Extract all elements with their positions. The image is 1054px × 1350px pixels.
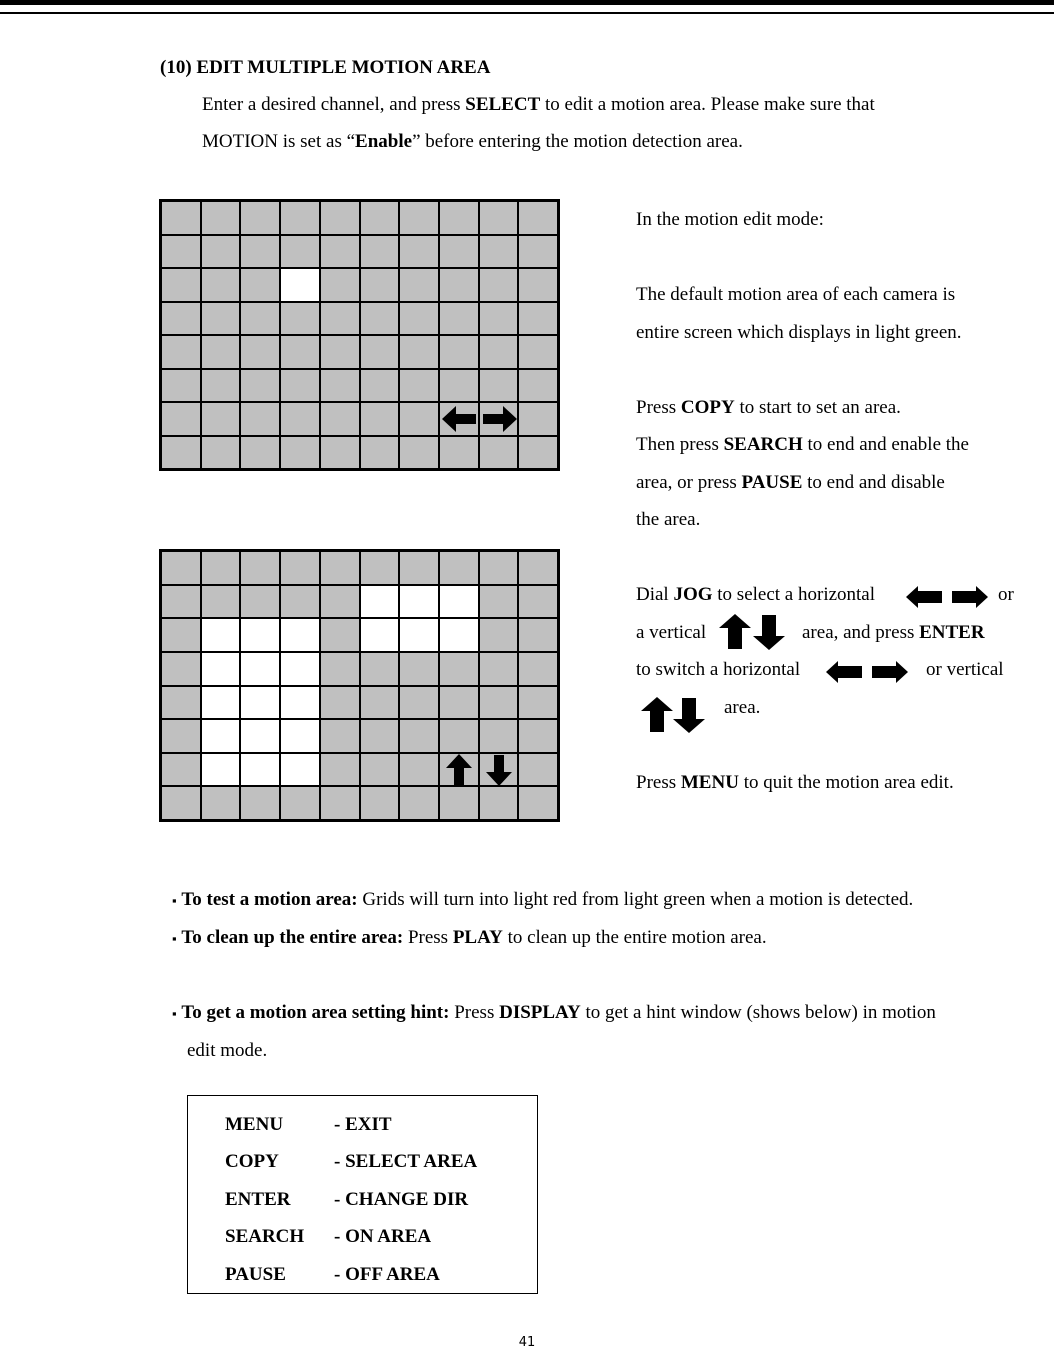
grid-cell <box>321 336 359 368</box>
grid-cell <box>162 787 200 819</box>
grid-cell <box>519 236 557 268</box>
grid-cell <box>321 586 359 618</box>
grid-cell <box>202 269 240 301</box>
grid-cell <box>519 687 557 719</box>
grid-cell <box>519 269 557 301</box>
hint-key: COPY <box>225 1151 279 1172</box>
grid-cell <box>519 303 557 335</box>
grid-cell <box>321 202 359 234</box>
grid-cell <box>361 552 399 584</box>
grid-cell-selected <box>202 653 240 685</box>
hint-key: PAUSE <box>225 1264 286 1285</box>
grid-cell-selected <box>281 754 319 786</box>
grid-cell <box>400 437 438 469</box>
grid-cell <box>480 303 518 335</box>
left-arrow-icon <box>442 404 478 434</box>
grid-cell <box>321 236 359 268</box>
grid-cell <box>281 437 319 469</box>
grid-cell-selected <box>400 586 438 618</box>
up-arrow-icon <box>718 614 752 650</box>
grid-cell <box>440 720 478 752</box>
grid-cell <box>241 370 279 402</box>
grid-cell <box>162 754 200 786</box>
grid-cell <box>162 687 200 719</box>
right-arrow-icon <box>950 585 988 609</box>
hint-value: - OFF AREA <box>334 1264 440 1285</box>
grid-cell <box>440 687 478 719</box>
grid-cell-selected <box>281 269 319 301</box>
grid-cell-selected <box>241 720 279 752</box>
grid-cell-selected <box>281 720 319 752</box>
grid-cell-selected <box>241 687 279 719</box>
grid-cell <box>519 403 557 435</box>
mode-text: In the motion edit mode: <box>636 209 824 230</box>
grid-cell-selected <box>281 687 319 719</box>
page-number: 41 <box>518 1335 536 1350</box>
hint-value: - ON AREA <box>334 1226 432 1247</box>
grid-cell <box>321 370 359 402</box>
copy-text: Press COPY to start to set an area. <box>636 397 901 418</box>
grid-cell <box>162 619 200 651</box>
grid-cell <box>519 552 557 584</box>
grid-cell <box>321 303 359 335</box>
grid-cell <box>202 787 240 819</box>
grid-cell <box>400 336 438 368</box>
grid-cell <box>519 720 557 752</box>
grid-cell <box>281 236 319 268</box>
grid-cell <box>281 552 319 584</box>
grid-cell <box>400 370 438 402</box>
grid-cell <box>202 202 240 234</box>
area-text: area. <box>724 697 761 718</box>
grid-cell <box>400 653 438 685</box>
hint-key: SEARCH <box>225 1226 305 1247</box>
grid-cell <box>480 653 518 685</box>
grid-cell-selected <box>241 619 279 651</box>
grid-cell <box>241 303 279 335</box>
grid-cell <box>162 269 200 301</box>
up-arrow-icon <box>640 697 674 733</box>
grid-cell <box>400 202 438 234</box>
left-arrow-icon <box>906 585 944 609</box>
grid-cell <box>440 303 478 335</box>
grid-cell <box>480 202 518 234</box>
grid-cell <box>440 653 478 685</box>
vertical-text-2: area, and press ENTER <box>802 622 985 643</box>
grid-cell <box>361 653 399 685</box>
menu-text: Press MENU to quit the motion area edit. <box>636 772 954 793</box>
hint-value: - CHANGE DIR <box>334 1189 469 1210</box>
grid-cell <box>480 236 518 268</box>
grid-cell <box>241 552 279 584</box>
grid-cell <box>321 653 359 685</box>
grid-cell-selected <box>440 586 478 618</box>
switch-text-2: or vertical <box>926 659 1004 680</box>
grid-cell <box>281 303 319 335</box>
grid-cell <box>281 370 319 402</box>
jog-or: or <box>998 584 1014 605</box>
down-arrow-icon <box>485 754 513 786</box>
grid-cell <box>202 552 240 584</box>
grid-cell <box>241 236 279 268</box>
bullet-test: ▪ To test a motion area: Grids will turn into light red from light green when a motion is detected. <box>172 889 914 910</box>
grid-cell <box>519 754 557 786</box>
grid-cell <box>202 336 240 368</box>
grid-cell <box>321 687 359 719</box>
hint-key: MENU <box>225 1114 284 1135</box>
grid-cell <box>400 720 438 752</box>
grid-cell <box>162 653 200 685</box>
grid-cell <box>321 754 359 786</box>
hint-value: - EXIT <box>334 1114 392 1135</box>
grid-cell <box>361 754 399 786</box>
grid-cell <box>321 787 359 819</box>
grid-cell <box>400 269 438 301</box>
grid-cell <box>361 202 399 234</box>
grid-cell-selected <box>281 619 319 651</box>
pause-text-2: the area. <box>636 509 701 530</box>
grid-cell <box>519 619 557 651</box>
grid-cell <box>480 619 518 651</box>
grid-cell <box>480 687 518 719</box>
grid-cell <box>480 269 518 301</box>
grid-cell-selected <box>361 586 399 618</box>
vertical-text: a vertical <box>636 622 707 643</box>
grid-cell <box>361 403 399 435</box>
grid-cell <box>162 236 200 268</box>
grid-cell <box>440 552 478 584</box>
grid-cell <box>202 437 240 469</box>
top-rule-thick <box>0 0 1054 5</box>
grid-cell <box>361 303 399 335</box>
grid-cell <box>321 552 359 584</box>
grid-cell <box>281 336 319 368</box>
default-text-2: entire screen which displays in light green. <box>636 322 962 343</box>
grid-cell-selected <box>400 619 438 651</box>
grid-cell <box>202 303 240 335</box>
grid-cell <box>480 787 518 819</box>
grid-cell-selected <box>202 687 240 719</box>
grid-cell <box>440 336 478 368</box>
intro-line-2: MOTION is set as “Enable” before entering the motion detection area. <box>202 131 743 152</box>
left-arrow-icon <box>826 660 864 684</box>
grid-cell <box>440 202 478 234</box>
grid-cell <box>519 653 557 685</box>
down-arrow-icon <box>672 697 706 733</box>
grid-cell <box>202 370 240 402</box>
grid-cell <box>519 586 557 618</box>
grid-cell <box>400 754 438 786</box>
grid-cell <box>361 720 399 752</box>
right-arrow-icon <box>870 660 908 684</box>
grid-cell <box>321 437 359 469</box>
grid-cell <box>440 236 478 268</box>
grid-cell <box>321 619 359 651</box>
grid-cell <box>480 586 518 618</box>
grid-cell <box>162 202 200 234</box>
grid-cell <box>241 336 279 368</box>
default-text-1: The default motion area of each camera is <box>636 284 956 305</box>
grid-cell <box>361 336 399 368</box>
grid-cell <box>480 552 518 584</box>
bullet-clean: ▪ To clean up the entire area: Press PLAY to clean up the entire motion area. <box>172 927 767 948</box>
grid-cell <box>519 202 557 234</box>
grid-cell <box>400 403 438 435</box>
grid-cell <box>321 269 359 301</box>
grid-cell <box>361 269 399 301</box>
grid-cell <box>480 370 518 402</box>
pause-text: area, or press PAUSE to end and disable <box>636 472 945 493</box>
grid-cell <box>400 236 438 268</box>
bullet-hint-2: edit mode. <box>187 1040 268 1061</box>
grid-cell <box>241 403 279 435</box>
grid-cell <box>400 552 438 584</box>
grid-cell <box>440 437 478 469</box>
search-text: Then press SEARCH to end and enable the <box>636 434 969 455</box>
up-arrow-icon <box>445 754 473 786</box>
switch-text: to switch a horizontal <box>636 659 801 680</box>
grid-cell <box>321 720 359 752</box>
section-title: (10) EDIT MULTIPLE MOTION AREA <box>160 57 491 78</box>
grid-cell-selected <box>202 720 240 752</box>
grid-cell <box>281 403 319 435</box>
grid-cell <box>241 437 279 469</box>
grid-cell <box>519 336 557 368</box>
grid-cell <box>400 687 438 719</box>
grid-cell <box>361 687 399 719</box>
grid-cell <box>162 720 200 752</box>
grid-cell <box>480 336 518 368</box>
down-arrow-icon <box>752 614 786 650</box>
grid-cell <box>361 236 399 268</box>
grid-cell <box>241 787 279 819</box>
grid-cell <box>281 202 319 234</box>
grid-cell-selected <box>202 619 240 651</box>
grid-cell <box>162 303 200 335</box>
grid-cell <box>519 787 557 819</box>
hint-window <box>187 1095 538 1294</box>
grid-cell <box>241 269 279 301</box>
top-rule-thin <box>0 12 1054 14</box>
right-arrow-icon <box>481 404 517 434</box>
grid-cell <box>519 437 557 469</box>
grid-cell <box>162 336 200 368</box>
grid-cell <box>361 437 399 469</box>
grid-cell-selected <box>202 754 240 786</box>
hint-value: - SELECT AREA <box>334 1151 478 1172</box>
grid-cell-selected <box>361 619 399 651</box>
grid-cell <box>361 787 399 819</box>
grid-cell <box>400 787 438 819</box>
grid-cell <box>202 236 240 268</box>
grid-cell <box>241 586 279 618</box>
grid-cell-selected <box>241 754 279 786</box>
jog-text: Dial JOG to select a horizontal <box>636 584 876 605</box>
grid-cell <box>440 269 478 301</box>
hint-key: ENTER <box>225 1189 291 1210</box>
grid-cell <box>480 720 518 752</box>
grid-cell <box>202 586 240 618</box>
grid-cell <box>162 437 200 469</box>
grid-cell <box>162 370 200 402</box>
grid-cell <box>281 586 319 618</box>
grid-cell <box>162 403 200 435</box>
intro-line-1: Enter a desired channel, and press SELECT to edit a motion area. Please make sure that <box>202 94 875 115</box>
bullet-hint: ▪ To get a motion area setting hint: Press DISPLAY to get a hint window (shows below) in motion <box>172 1002 936 1023</box>
grid-cell <box>440 787 478 819</box>
grid-cell-selected <box>281 653 319 685</box>
grid-cell <box>440 370 478 402</box>
grid-cell <box>162 586 200 618</box>
grid-cell <box>480 437 518 469</box>
grid-cell <box>361 370 399 402</box>
grid-cell <box>202 403 240 435</box>
grid-cell <box>241 202 279 234</box>
grid-cell-selected <box>440 619 478 651</box>
grid-cell <box>281 787 319 819</box>
grid-cell <box>400 303 438 335</box>
grid-cell-selected <box>241 653 279 685</box>
grid-cell <box>162 552 200 584</box>
grid-cell <box>321 403 359 435</box>
grid-cell <box>519 370 557 402</box>
